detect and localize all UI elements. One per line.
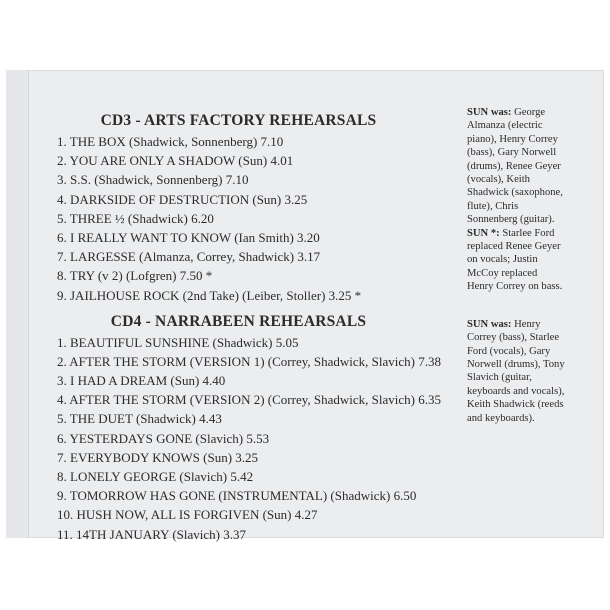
list-item: 3. I HAD A DREAM (Sun) 4.40 bbox=[57, 373, 226, 389]
list-item: 1. BEAUTIFUL SUNSHINE (Shadwick) 5.05 bbox=[57, 334, 299, 350]
cd3-title: CD3 - ARTS FACTORY REHEARSALS bbox=[100, 112, 377, 129]
list-item: 9. JAILHOUSE ROCK (2nd Take) (Leiber, Stoller) 3.25 * bbox=[57, 287, 362, 303]
list-item: 6. YESTERDAYS GONE (Slavich) 5.53 bbox=[57, 430, 270, 446]
cd4-lineup-label: SUN was: bbox=[467, 318, 512, 330]
list-item: 7. EVERYBODY KNOWS (Sun) 3.25 bbox=[57, 449, 259, 465]
list-item: 4. DARKSIDE OF DESTRUCTION (Sun) 3.25 bbox=[57, 191, 308, 207]
list-item: 8. TRY (v 2) (Lofgren) 7.50 * bbox=[57, 268, 213, 284]
list-item: 10. HUSH NOW, ALL IS FORGIVEN (Sun) 4.27 bbox=[57, 507, 318, 523]
cd-back-insert bbox=[6, 70, 604, 542]
list-item: 8. LONELY GEORGE (Slavich) 5.42 bbox=[57, 469, 254, 484]
list-item: 5. THREE ½ (Shadwick) 6.20 bbox=[57, 210, 214, 226]
cd4-tracklist bbox=[51, 333, 471, 544]
list-item: 7. LARGESSE (Almanza, Correy, Shadwick) 3.17 bbox=[57, 249, 321, 265]
list-item: 9. TOMORROW HAS GONE (INSTRUMENTAL) (Shadwick) 6.50 bbox=[57, 488, 417, 504]
cd3-star-text: Starlee Ford replaced Renee Geyer on vocals; Justin McCoy replaced Henry Correy on bass. bbox=[467, 227, 563, 293]
cd3-star-label: SUN *: bbox=[467, 227, 500, 239]
list-item: 2. YOU ARE ONLY A SHADOW (Sun) 4.01 bbox=[57, 153, 294, 169]
insert-spine bbox=[6, 70, 29, 538]
lineup-notes bbox=[467, 106, 565, 425]
tracklist-column bbox=[51, 110, 471, 544]
list-item: 2. AFTER THE STORM (VERSION 1) (Correy, Shadwick, Slavich) 7.38 bbox=[57, 353, 441, 369]
list-item: 11. 14TH JANUARY (Slavich) 3.37 bbox=[57, 526, 246, 542]
cd4-lineup-note bbox=[467, 318, 565, 425]
list-item: 3. S.S. (Shadwick, Sonnenberg) 7.10 bbox=[57, 172, 249, 188]
list-item: 5. THE DUET (Shadwick) 4.43 bbox=[57, 411, 222, 427]
cd3-lineup-text: George Almanza (electric piano), Henry Correy (bass), Gary Norwell (drums), Renee Geyer (vocals), Keith Shadwick (saxophone, flute), Chris Sonnenberg (guitar). bbox=[467, 107, 563, 226]
list-item: 1. THE BOX (Shadwick, Sonnenberg) 7.10 bbox=[57, 134, 284, 149]
cd3-lineup-note bbox=[467, 106, 565, 294]
cd4-title: CD4 - NARRABEEN REHEARSALS bbox=[110, 312, 367, 330]
list-item: 4. AFTER THE STORM (VERSION 2) (Correy, Shadwick, Slavich) 6.35 bbox=[57, 392, 441, 408]
cd4-lineup-text: Henry Correy (bass), Starlee Ford (vocals), Gary Norwell (drums), Tony Slavich (guitar, keyboards and vocals), Keith Shadwick (reeds and keyboards). bbox=[467, 318, 565, 424]
cd3-tracklist bbox=[51, 132, 471, 305]
cd3-lineup-label: SUN was: bbox=[467, 107, 512, 118]
list-item: 6. I REALLY WANT TO KNOW (Ian Smith) 3.20 bbox=[57, 229, 320, 245]
